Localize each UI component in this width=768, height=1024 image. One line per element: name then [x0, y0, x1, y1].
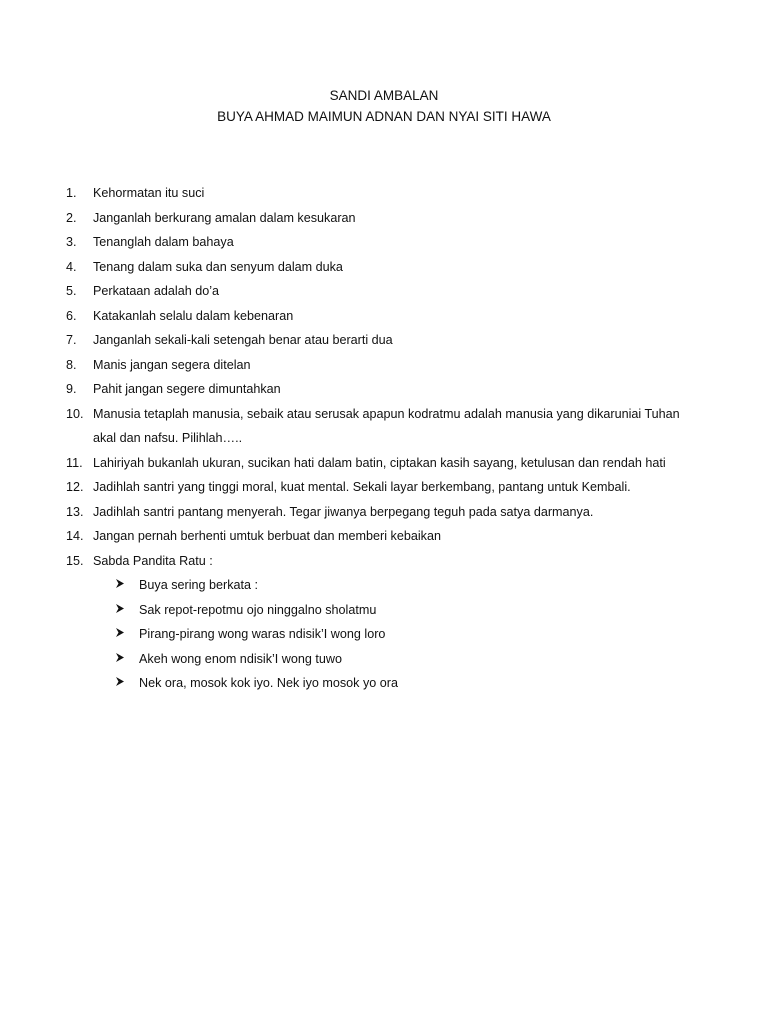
list-item-number: 3.	[66, 235, 77, 249]
list-item-number: 4.	[66, 259, 77, 274]
sub-list-item	[0, 624, 768, 649]
sub-list-item-text: Pirang-pirang wong waras ndisik’I wong loro	[139, 627, 386, 642]
list-item-text: Manis jangan segera ditelan	[93, 357, 251, 372]
arrowhead-bullet-icon	[115, 600, 125, 620]
list-item	[0, 306, 768, 331]
list-item-text: Janganlah berkurang amalan dalam kesukaran	[93, 210, 356, 225]
list-item	[0, 281, 768, 306]
list-item	[0, 526, 768, 551]
arrowhead-bullet-icon	[115, 673, 125, 693]
list-item	[0, 232, 768, 257]
list-item-continuation-text: akal dan nafsu. Pilihlah…..	[93, 431, 243, 445]
list-item-text: Tenanglah dalam bahaya	[93, 235, 234, 249]
list-item-text: Perkataan adalah do’a	[93, 284, 220, 298]
document-title: SANDI AMBALAN	[329, 88, 439, 103]
list-item	[0, 404, 768, 429]
list-item-number: 6.	[66, 308, 77, 323]
sub-list-item-text: Sak repot-repotmu ojo ninggalno sholatmu	[139, 602, 377, 617]
list-item-number: 1.	[66, 186, 77, 200]
list-item-text: Kehormatan itu suci	[93, 186, 205, 200]
list-item-number: 5.	[66, 284, 77, 298]
list-item-number: 15.	[66, 553, 84, 568]
arrowhead-bullet-icon	[115, 624, 125, 644]
list-item-number: 9.	[66, 382, 77, 396]
list-item	[0, 183, 768, 208]
list-item-number: 11.	[66, 455, 83, 470]
sub-list-item	[0, 575, 768, 600]
list-item-text: Katakanlah selalu dalam kebenaran	[93, 308, 294, 323]
list-item	[0, 330, 768, 355]
numbered-list	[0, 183, 768, 698]
sub-list-item-text: Nek ora, mosok kok iyo. Nek iyo mosok yo ora	[139, 676, 398, 691]
list-item	[0, 453, 768, 478]
list-item-text: Manusia tetaplah manusia, sebaik atau serusak apapun kodratmu adalah manusia yang dikaruniai Tuhan	[93, 406, 680, 421]
list-item-number: 12.	[66, 480, 84, 494]
list-item-continuation	[0, 428, 768, 453]
document-subtitle: BUYA AHMAD MAIMUN ADNAN DAN NYAI SITI HAWA	[217, 109, 551, 124]
list-item	[0, 477, 768, 502]
list-item-text: Jangan pernah berhenti umtuk berbuat dan memberi kebaikan	[93, 529, 441, 543]
arrowhead-bullet-icon	[115, 575, 125, 595]
list-item-number: 2.	[66, 210, 77, 225]
list-item	[0, 502, 768, 527]
sub-list-item	[0, 673, 768, 698]
list-item-number: 8.	[66, 357, 77, 372]
list-item	[0, 257, 768, 282]
list-item-text: Pahit jangan segere dimuntahkan	[93, 382, 281, 396]
list-item	[0, 208, 768, 233]
list-item-text: Jadihlah santri pantang menyerah. Tegar jiwanya berpegang teguh pada satya darmanya.	[93, 504, 594, 519]
list-item-text: Tenang dalam suka dan senyum dalam duka	[93, 259, 343, 274]
list-item-text: Sabda Pandita Ratu :	[93, 553, 213, 568]
list-item-text: Janganlah sekali-kali setengah benar atau berarti dua	[93, 333, 393, 347]
arrowhead-bullet-icon	[115, 649, 125, 669]
list-item-text: Lahiriyah bukanlah ukuran, sucikan hati dalam batin, ciptakan kasih sayang, ketulusan dan rendah hati	[93, 455, 666, 470]
sub-list-item	[0, 600, 768, 625]
sub-list-item-text: Akeh wong enom ndisik’I wong tuwo	[139, 651, 343, 666]
sub-list-item-text: Buya sering berkata :	[139, 578, 259, 592]
list-item	[0, 379, 768, 404]
list-item-text: Jadihlah santri yang tinggi moral, kuat mental. Sekali layar berkembang, pantang untuk Kembali.	[93, 480, 631, 494]
list-item	[0, 551, 768, 576]
list-item-number: 14.	[66, 529, 84, 543]
list-item-number: 10.	[66, 406, 84, 421]
sub-list-item	[0, 649, 768, 674]
list-item-number: 13.	[66, 504, 84, 519]
list-item	[0, 355, 768, 380]
list-item-number: 7.	[66, 333, 77, 347]
